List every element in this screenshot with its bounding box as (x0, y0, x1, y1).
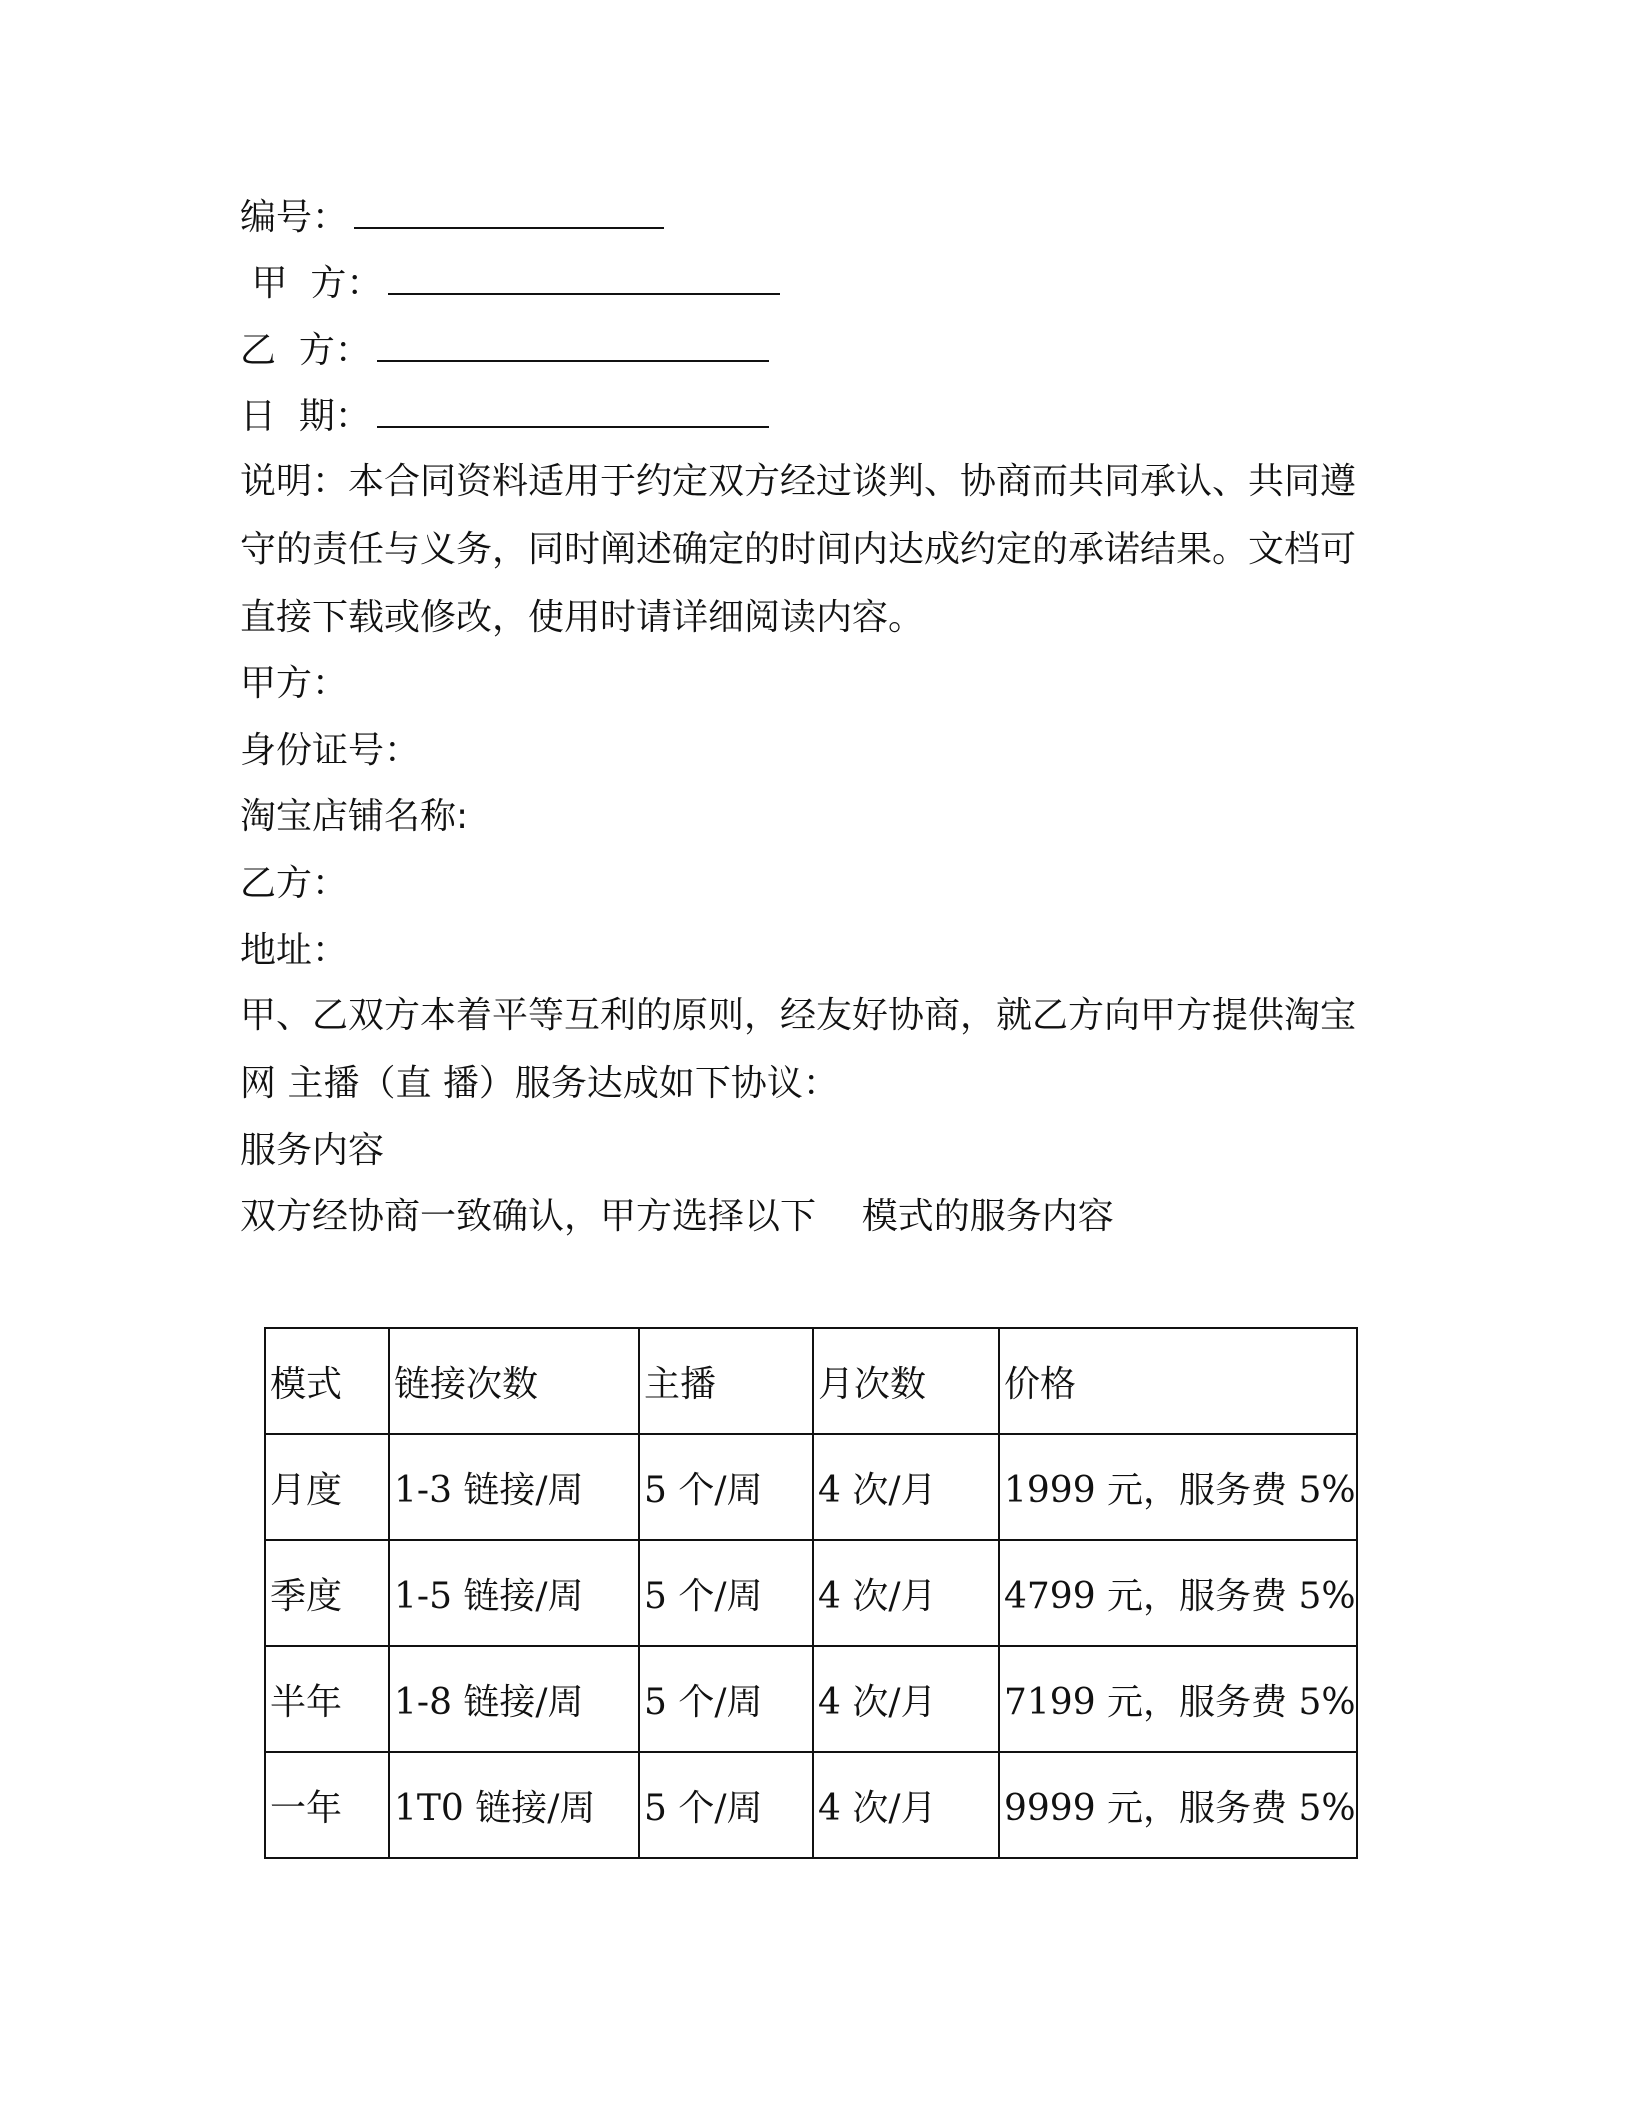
service-table (264, 1327, 1358, 1859)
table-cell: 4 次/月 (813, 1752, 999, 1858)
contract-number-blank (354, 197, 664, 229)
field-id-number: 身份证号： (240, 730, 421, 771)
party-b-line (240, 329, 769, 373)
table-header-row (265, 1328, 1357, 1434)
table-header-cell: 主播 (639, 1328, 813, 1434)
table-cell: 5 个/周 (639, 1434, 813, 1540)
party-b-label: 乙 方： (240, 330, 371, 371)
table-cell: 4799 元，服务费 5% (999, 1540, 1357, 1646)
table-cell: 4 次/月 (813, 1540, 999, 1646)
table-cell: 1999 元，服务费 5% (999, 1434, 1357, 1540)
field-party-a: 甲方： (240, 663, 349, 704)
table-row (265, 1646, 1357, 1752)
table-header-cell: 价格 (999, 1328, 1357, 1434)
table-cell: 1-3 链接/周 (389, 1434, 639, 1540)
party-b-blank (377, 330, 769, 362)
table-cell: 5 个/周 (639, 1752, 813, 1858)
table-cell: 4 次/月 (813, 1434, 999, 1540)
agreement-intro-paragraph: 甲、乙双方本着平等互利的原则，经友好协商，就乙方向甲方提供淘宝网 主播（直 播）服务达成如下协议： (240, 995, 1357, 1104)
table-cell: 季度 (265, 1540, 389, 1646)
table-row (265, 1540, 1357, 1646)
table-cell: 7199 元，服务费 5% (999, 1646, 1357, 1752)
field-address: 地址： (240, 930, 349, 971)
contract-number-line (240, 196, 664, 240)
date-label: 日 期： (240, 396, 371, 437)
party-a-label: 甲 方： (240, 263, 383, 304)
description-paragraph: 说明：本合同资料适用于约定双方经过谈判、协商而共同承认、共同遵守的责任与义务，同时阐述确定的时间内达成约定的承诺结果。文档可直接下载或修改，使用时请详细阅读内容。 (240, 461, 1357, 638)
table-cell: 半年 (265, 1646, 389, 1752)
table-cell: 1-5 链接/周 (389, 1540, 639, 1646)
table-row (265, 1752, 1357, 1858)
table-cell: 4 次/月 (813, 1646, 999, 1752)
table-cell: 5 个/周 (639, 1646, 813, 1752)
table-header-cell: 链接次数 (389, 1328, 639, 1434)
date-blank (377, 396, 769, 428)
table-row (265, 1434, 1357, 1540)
mode-statement: 双方经协商一致确认，甲方选择以下 模式的服务内容 (240, 1196, 1114, 1237)
table-header-cell: 模式 (265, 1328, 389, 1434)
table-cell: 月度 (265, 1434, 389, 1540)
contract-number-label: 编号： (240, 197, 349, 238)
table-cell: 1-8 链接/周 (389, 1646, 639, 1752)
table-cell: 1T0 链接/周 (389, 1752, 639, 1858)
table-cell: 9999 元，服务费 5% (999, 1752, 1357, 1858)
field-shop-name: 淘宝店铺名称: (240, 796, 469, 837)
date-line (240, 395, 769, 439)
table-cell: 5 个/周 (639, 1540, 813, 1646)
table-cell: 一年 (265, 1752, 389, 1858)
table-header-cell: 月次数 (813, 1328, 999, 1434)
party-a-line (240, 262, 780, 306)
party-a-blank (388, 263, 780, 295)
section-title: 服务内容 (240, 1130, 385, 1171)
field-party-b: 乙方： (240, 863, 349, 904)
